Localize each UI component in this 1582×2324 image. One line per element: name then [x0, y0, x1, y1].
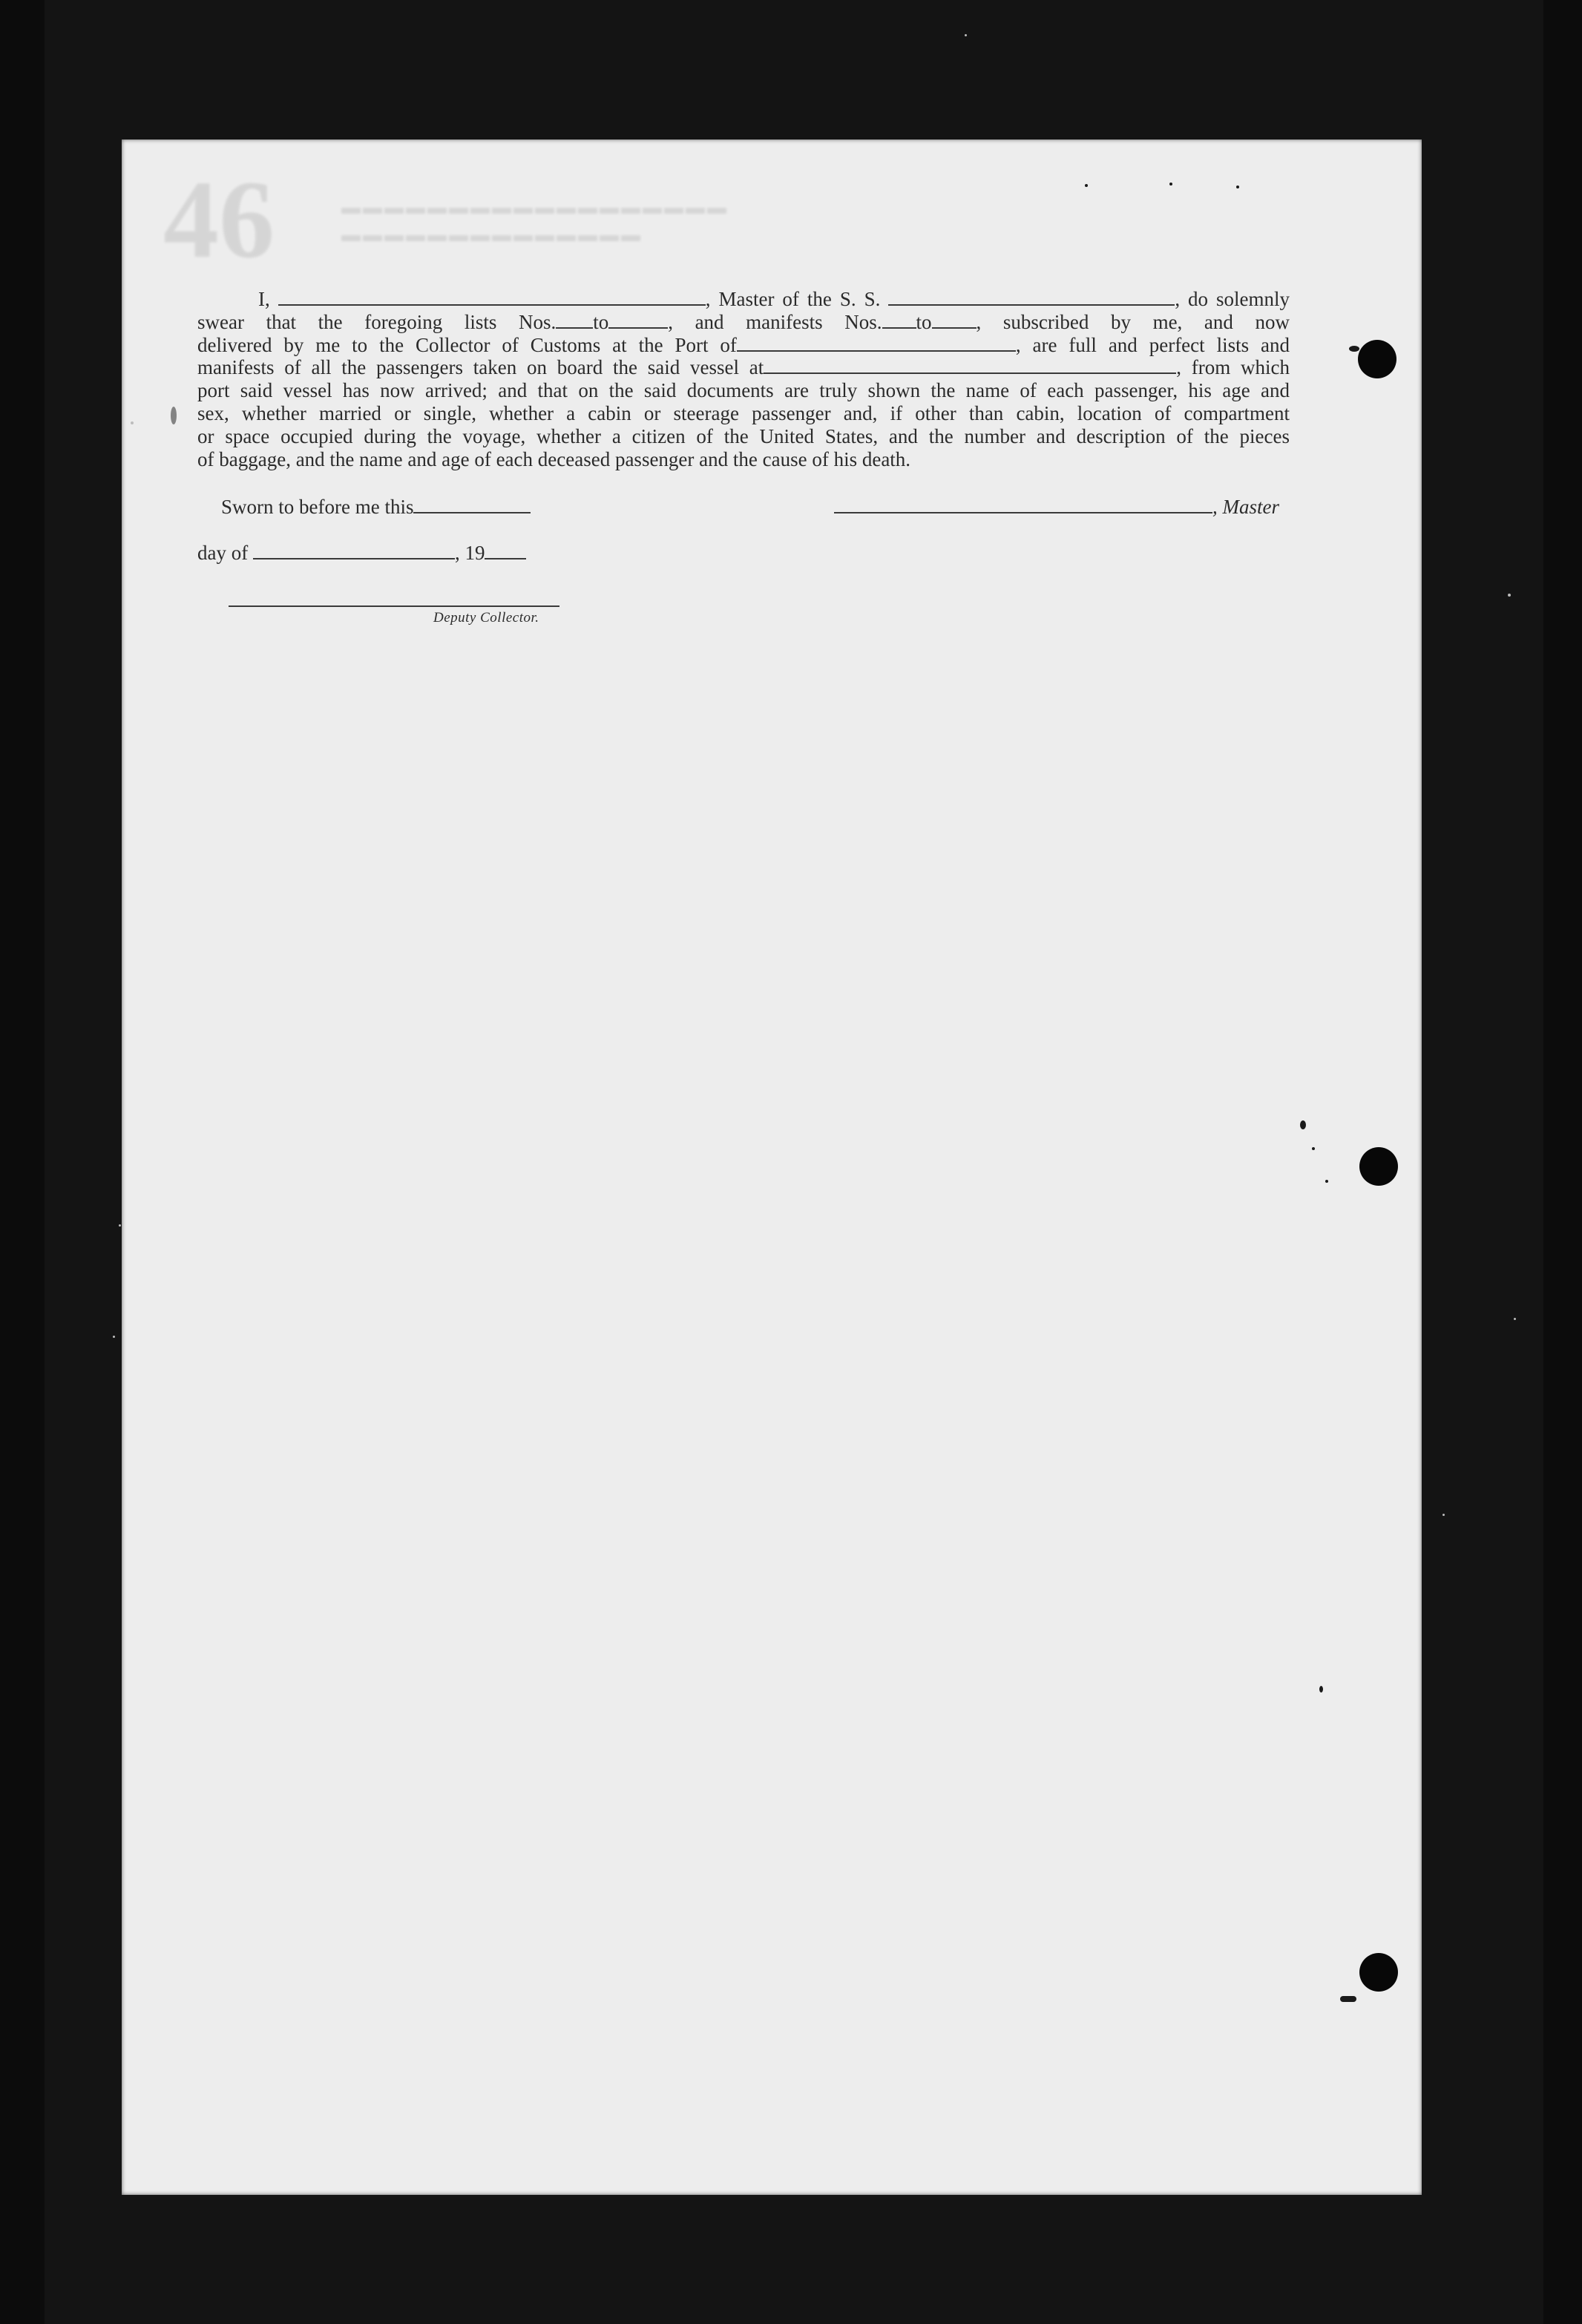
ink-speck	[1085, 184, 1088, 187]
port-blank	[737, 335, 1016, 352]
oath-line-6: sex, whether married or single, whether a cabin or steerage passenger and, if other than cabin, location of compartment	[197, 401, 1290, 424]
month-blank	[253, 543, 455, 559]
ink-speck	[1325, 1180, 1328, 1183]
oath-line-1: I, , Master of the S. S. , do solemnly	[258, 288, 1290, 310]
oath-paragraph	[197, 288, 1290, 470]
deputy-signature-rule	[229, 605, 559, 607]
year-blank	[485, 543, 526, 559]
lists-from-blank	[556, 312, 593, 329]
binder-hole-middle	[1359, 1147, 1398, 1186]
ink-speck	[1300, 1120, 1306, 1129]
master-signature-blank	[834, 497, 1212, 513]
ink-speck	[1236, 186, 1239, 188]
ink-speck	[1312, 1147, 1315, 1150]
binder-hole-bottom	[1359, 1953, 1398, 1992]
oath-line-5: port said vessel has now arrived; and that on the said documents are truly shown the name of each passenger, his age and	[197, 379, 1290, 402]
oath-line-4: manifests of all the passengers taken on board the said vessel at , from which	[197, 356, 1290, 379]
film-frame-left	[0, 0, 45, 2324]
ink-speck	[1169, 183, 1172, 186]
dust-mark	[119, 1224, 121, 1227]
binder-hole-top	[1358, 340, 1396, 378]
lists-to-blank	[608, 312, 668, 329]
sworn-line: Sworn to before me this	[221, 496, 531, 519]
oath-line-7: or space occupied during the voyage, whether a citizen of the United States, and the number and description of the pieces	[197, 424, 1290, 447]
dust-mark	[131, 421, 134, 424]
oath-line-3: delivered by me to the Collector of Customs at the Port of , are full and perfect lists and	[197, 333, 1290, 356]
master-signature-line: , Master	[834, 496, 1279, 519]
departure-port-blank	[764, 358, 1176, 374]
dust-mark	[1442, 1514, 1445, 1516]
manifests-from-blank	[882, 312, 916, 329]
oath-line-8: of baggage, and the name and age of each deceased passenger and the cause of his death.	[197, 447, 911, 470]
deputy-collector-label: Deputy Collector.	[433, 610, 539, 626]
ink-speck	[171, 407, 177, 424]
ship-name-blank	[888, 289, 1175, 306]
ink-speck	[1319, 1686, 1323, 1693]
master-name-blank	[278, 289, 706, 306]
oath-line-2: swear that the foregoing lists Nos. to , and manifests Nos. to , subscribed by me, and now	[197, 310, 1290, 333]
bleed-through-mark: 46 ▬▬▬▬▬▬▬▬▬▬▬▬▬▬▬▬▬▬ ▬▬▬▬▬▬▬▬▬▬▬▬▬▬	[163, 158, 729, 281]
dust-mark	[113, 1336, 115, 1338]
dust-mark	[1508, 594, 1511, 597]
ink-speck	[1340, 1996, 1356, 2002]
film-frame-right	[1543, 0, 1582, 2324]
dust-mark	[1514, 1318, 1516, 1320]
ink-speck	[1349, 346, 1359, 352]
dust-mark	[965, 34, 967, 36]
sworn-day-blank	[413, 497, 531, 513]
manifests-to-blank	[932, 312, 977, 329]
day-of-line: day of , 19	[197, 542, 526, 565]
